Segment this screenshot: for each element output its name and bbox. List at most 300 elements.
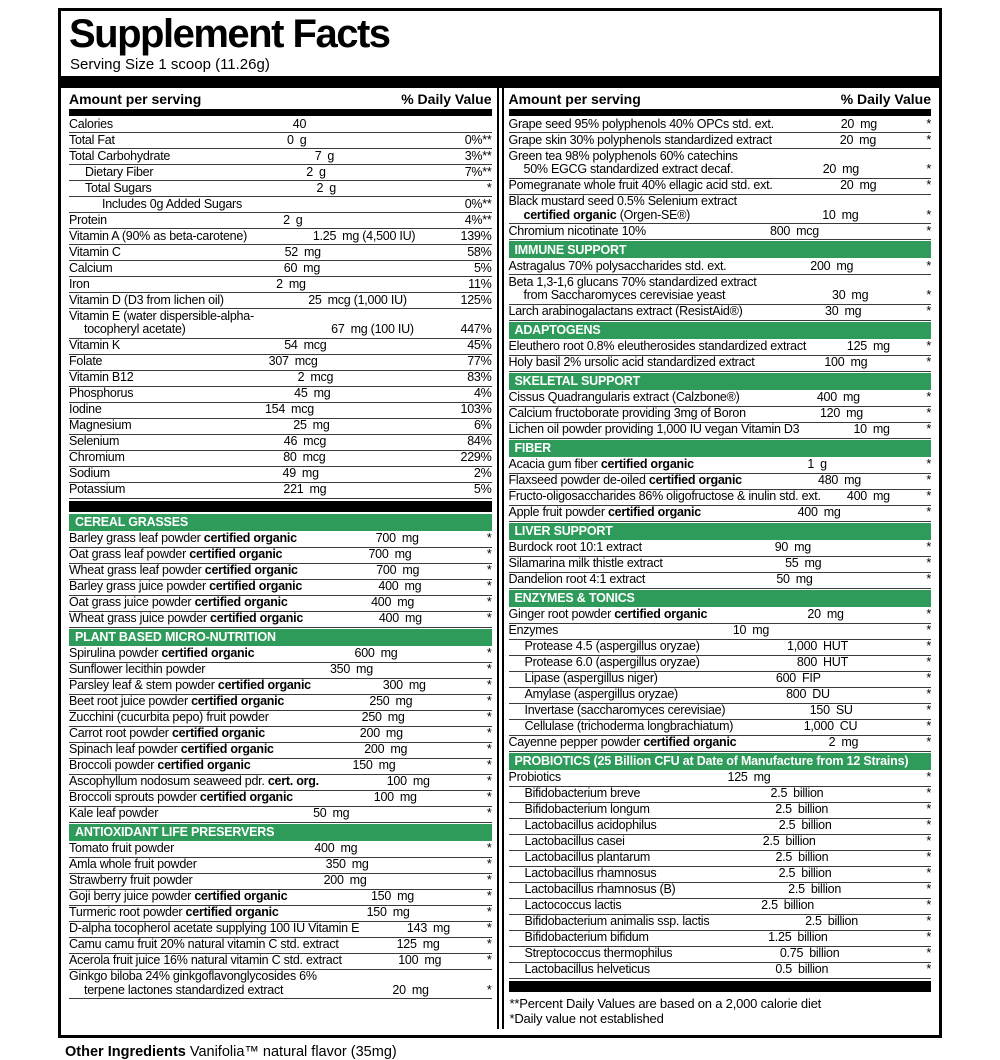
amount-unit: mg: [395, 694, 413, 708]
daily-value: *: [486, 726, 492, 740]
amount-value: 800: [796, 655, 818, 669]
ingredient-name-text: Vitamin C: [69, 244, 121, 259]
amount-value: 800: [786, 687, 807, 701]
ingredient-row: [69, 906, 492, 922]
daily-value: *: [926, 223, 931, 238]
ingredient-name-text: Selenium: [69, 434, 120, 448]
ingredient-name-text: certified organic: [648, 473, 742, 487]
amount-value: 143: [406, 921, 428, 935]
daily-value: *: [486, 841, 492, 855]
ingredient-name-text: Total Carbohydrate: [69, 148, 171, 163]
ingredient-name-text: Amla whole fruit powder: [69, 857, 197, 871]
ingredient-name-text: D-alpha tocopherol acetate supplying 100 IU Vitamin E: [69, 921, 360, 935]
daily-value: *: [926, 687, 932, 701]
ingredient-row: [509, 340, 932, 356]
ingredient-name-text: Zucchini (cucurbita pepo) fruit powder: [69, 710, 269, 724]
amount-value: 150: [366, 905, 387, 919]
section-header: ADAPTOGENS: [509, 322, 932, 339]
amount-unit: mg: [795, 572, 813, 586]
amount-unit: mg: [301, 466, 319, 480]
daily-value: *: [926, 116, 932, 131]
serving-size: Serving Size 1 scoop (11.26g): [70, 56, 270, 73]
daily-value: *: [926, 572, 932, 586]
ingredient-row: [509, 947, 932, 963]
ingredient-name-text: Streptococcus thermophilus: [524, 946, 673, 960]
ingredient-row: [509, 640, 932, 656]
amount-unit: mg: [387, 710, 405, 724]
ingredient-name-text: Ascophyllum nodosum seaweed pdr.: [69, 774, 268, 788]
amount-value: 20: [840, 178, 854, 192]
daily-value: 4%**: [464, 212, 492, 227]
section-header: SKELETAL SUPPORT: [509, 373, 932, 390]
amount-value: 52: [284, 244, 298, 259]
amount-value: 700: [376, 563, 397, 577]
ingredient-name-text: certified organic: [204, 563, 298, 577]
daily-value: *: [486, 758, 492, 772]
amount-unit: mg: [404, 579, 422, 593]
daily-value: *: [926, 914, 932, 928]
ingredient-row: [69, 970, 492, 1000]
amount-unit: billion: [798, 962, 829, 976]
daily-value: *: [926, 719, 931, 733]
divider-bar: [509, 109, 932, 116]
amount-value: 700: [375, 531, 396, 545]
daily-value: *: [486, 982, 492, 997]
amount-value: 20: [807, 607, 821, 621]
ingredient-name-text: tocopheryl acetate): [84, 322, 186, 336]
ingredient-name-text: Turmeric root powder: [69, 905, 186, 919]
daily-value: *: [926, 162, 932, 176]
amount-value: 2: [283, 212, 290, 227]
ingredient-name-text: Calcium fructoborate providing 3mg of Boron: [508, 406, 746, 420]
daily-value: *: [486, 662, 492, 676]
daily-value: 103%: [460, 402, 492, 416]
ingredient-name-text: Spinach leaf powder: [69, 742, 181, 756]
amount-unit: mg: [873, 489, 890, 503]
ingredient-name-text: certified organic: [194, 889, 288, 903]
daily-value: *: [926, 556, 932, 570]
page-title: Supplement Facts: [69, 12, 390, 56]
ingredient-name-text: Vitamin B12: [69, 370, 134, 384]
amount-unit: mg: [836, 258, 854, 273]
daily-value: *: [926, 818, 931, 832]
amount-unit: mg: [851, 288, 869, 302]
ingredient-name-text: Oat grass juice powder: [69, 595, 195, 609]
amount-value: 154: [264, 402, 286, 416]
amount-unit: mg: [392, 905, 410, 919]
amount-value: 100: [398, 953, 419, 967]
ingredient-row: [69, 954, 492, 970]
amount-value: 200: [364, 742, 385, 756]
ingredient-row: [69, 229, 492, 245]
amount-unit: mg: [844, 473, 861, 487]
amount-value: 7: [314, 148, 322, 163]
ingredient-row: [69, 451, 492, 467]
ingredient-name-text: certified organic: [194, 595, 288, 609]
daily-value: *: [926, 834, 932, 848]
ingredient-name-text: Grape skin 30% polyphenols standardized extract: [508, 132, 772, 147]
daily-value: 3%**: [464, 148, 492, 163]
amount-value: 50: [776, 572, 790, 586]
amount-unit: billion: [797, 802, 829, 816]
amount-value: 600: [775, 671, 797, 685]
ingredient-name-text: 50% EGCG standardized extract decaf.: [523, 162, 734, 176]
ingredient-name-text: Lactococcus lactis: [524, 898, 622, 912]
daily-value: 7%**: [464, 164, 492, 179]
ingredient-row: [69, 647, 492, 663]
amount-unit: mg: [385, 726, 403, 740]
amount-unit: billion: [827, 914, 858, 928]
amount-value: 125: [846, 339, 867, 353]
ingredient-row: [69, 532, 492, 548]
ingredient-name-text: certified organic: [209, 579, 303, 593]
ingredient-name-text: Cellulase (trichoderma longbrachiatum): [524, 719, 734, 733]
ingredient-row: [509, 305, 932, 321]
other-ingredients-label: Other Ingredients: [65, 1043, 186, 1060]
ingredient-row: [509, 931, 932, 947]
daily-value: *: [486, 905, 492, 919]
amount-per-serving-label: Amount per serving: [508, 91, 641, 107]
daily-value: 6%: [473, 418, 492, 432]
ingredient-row: [69, 181, 492, 197]
section-header: ANTIOXIDANT LIFE PRESERVERS: [69, 824, 492, 841]
amount-unit: mg: [859, 132, 877, 147]
ingredient-row: [509, 771, 932, 787]
ingredient-name-text: Black mustard seed 0.5% Selenium extract: [508, 194, 737, 208]
amount-value: 125: [396, 937, 417, 951]
amount-value: 1.25: [768, 930, 792, 944]
amount-value: 350: [325, 857, 346, 871]
amount-value: 40: [292, 116, 307, 131]
daily-value: *: [486, 694, 492, 708]
amount-value: 20: [840, 116, 855, 131]
ingredient-row: [69, 371, 492, 387]
daily-value: *: [926, 473, 931, 487]
amount-value: 600: [354, 646, 375, 660]
ingredient-name-text: Acacia gum fiber: [508, 457, 601, 471]
ingredient-row: [509, 883, 932, 899]
ingredient-row: [509, 688, 932, 704]
ingredient-name-text: Lipase (aspergillus niger): [524, 671, 658, 685]
ingredient-name-text: Includes 0g Added Sugars: [102, 196, 242, 211]
amount-unit: CU: [839, 719, 858, 733]
amount-value: 30: [832, 288, 846, 302]
ingredient-row: [69, 922, 492, 938]
ingredient-name-text: Eleuthero root 0.8% eleutherosides standardized extract: [508, 339, 807, 353]
section-header: ENZYMES & TONICS: [509, 590, 932, 607]
daily-value: *: [926, 802, 931, 816]
amount-value: 2.5: [770, 786, 788, 800]
ingredient-row: [509, 672, 932, 688]
ingredient-row: [69, 564, 492, 580]
daily-value: *: [926, 178, 932, 192]
ingredient-name-text: Amylase (aspergillus oryzae): [524, 687, 678, 701]
daily-value: *: [926, 406, 932, 420]
ingredient-name-text: Bifidobacterium breve: [524, 786, 641, 800]
ingredient-row: [509, 787, 932, 803]
ingredient-name-text: Protease 6.0 (aspergillus oryzae): [524, 655, 700, 669]
ingredient-row: [509, 133, 932, 149]
amount-unit: mcg: [796, 223, 819, 238]
ingredient-row: [509, 851, 932, 867]
ingredient-row: [509, 224, 932, 240]
amount-value: 0: [287, 132, 294, 147]
amount-value: 2.5: [778, 818, 796, 832]
daily-value: 0%**: [464, 196, 492, 211]
amount-value: 46: [283, 434, 298, 448]
ingredient-name-text: Bifidobacterium longum: [524, 802, 650, 816]
amount-value: 45: [294, 386, 308, 400]
section-header: LIVER SUPPORT: [509, 523, 932, 540]
daily-value: *: [926, 770, 932, 784]
ingredient-name-text: certified organic: [523, 207, 617, 222]
amount-value: 400: [816, 390, 837, 404]
amount-unit: mcg: [303, 434, 327, 448]
daily-value: *: [486, 678, 492, 692]
amount-value: 120: [819, 406, 841, 420]
amount-value: 300: [382, 678, 403, 692]
amount-value: 1: [807, 457, 815, 471]
ingredient-row: [69, 245, 492, 261]
amount-unit: mg: [288, 276, 306, 291]
ingredient-row: [69, 759, 492, 775]
daily-value: 2%: [473, 466, 492, 480]
amount-value: 100: [373, 790, 394, 804]
amount-value: 2.5: [762, 834, 780, 848]
amount-unit: mg: [402, 563, 420, 577]
daily-value: *: [486, 611, 492, 625]
daily-value: 84%: [467, 434, 492, 448]
daily-value: *: [926, 607, 932, 621]
ingredient-name-text: certified organic: [161, 646, 255, 660]
ingredient-row: [509, 704, 932, 720]
ingredient-name-text: Goji berry juice powder: [69, 889, 195, 903]
ingredient-name-text: Lactobacillus rhamnosus (B): [524, 882, 676, 896]
amount-value: 100: [386, 774, 407, 788]
ingredient-row: [69, 419, 492, 435]
amount-unit: mg: [351, 857, 369, 871]
amount-unit: mg: [433, 921, 450, 935]
right-rows: [509, 117, 932, 979]
daily-value: *: [486, 563, 492, 577]
ingredient-name-text: Bifidobacterium animalis ssp. lactis: [524, 914, 710, 928]
ingredient-row: [69, 435, 492, 451]
ingredient-row: [509, 356, 932, 372]
amount-unit: mg: [313, 386, 331, 400]
ingredient-row: [69, 874, 492, 890]
daily-value: *: [486, 937, 492, 951]
amount-value: 67: [331, 322, 345, 336]
amount-unit: mg: [860, 116, 877, 131]
amount-unit: DU: [812, 687, 830, 701]
ingredient-row: [69, 695, 492, 711]
ingredient-name-text: Vitamin A (90% as beta-carotene): [69, 228, 247, 243]
amount-unit: mg: [823, 505, 841, 519]
ingredient-name-text: Green tea 98% polyphenols 60% catechins: [508, 148, 738, 163]
daily-value: *: [926, 422, 931, 436]
daily-value: *: [926, 930, 932, 944]
ingredient-name-text: Calcium: [69, 260, 113, 275]
amount-value: 2.5: [778, 866, 796, 880]
ingredient-name-text: Calories: [69, 116, 113, 131]
ingredient-row: [69, 743, 492, 759]
amount-value: 25: [308, 292, 322, 307]
amount-value: 1,000: [803, 719, 834, 733]
daily-value-label: % Daily Value: [840, 91, 931, 107]
ingredient-name-text: Spirulina powder: [69, 646, 162, 660]
supplement-facts-panel: [58, 8, 942, 1038]
amount-unit: billion: [797, 930, 828, 944]
amount-unit: mg: [390, 742, 408, 756]
ingredient-row: [509, 541, 932, 557]
daily-value: *: [926, 288, 931, 302]
amount-value: 49: [282, 466, 296, 480]
ingredient-row: [69, 663, 492, 679]
ingredient-name-text: Sodium: [69, 466, 110, 480]
ingredient-name-text: Lactobacillus casei: [524, 834, 625, 848]
ingredient-row: [69, 679, 492, 695]
ingredient-name-text: Probiotics: [508, 770, 561, 784]
daily-value: *: [926, 304, 931, 318]
ingredient-row: [69, 467, 492, 483]
amount-value: 800: [770, 223, 791, 238]
ingredient-row: [509, 195, 932, 225]
amount-value: 2.5: [775, 802, 792, 816]
other-ingredients-text: Vanifolia™ natural flavor (35mg): [189, 1043, 397, 1060]
amount-value: 400: [378, 611, 399, 625]
amount-unit: mg: [332, 806, 350, 820]
daily-value: *: [486, 646, 492, 660]
amount-unit: mg: [404, 611, 422, 625]
amount-unit: HUT: [823, 655, 848, 669]
amount-unit: mg: [844, 304, 862, 318]
amount-unit: mg: [303, 244, 321, 259]
amount-unit: billion: [798, 850, 829, 864]
amount-unit: mg: [412, 774, 430, 788]
daily-value: *: [926, 258, 931, 273]
ingredient-name-text: Chromium: [69, 450, 125, 464]
amount-unit: g: [327, 148, 335, 163]
amount-value: 221: [283, 482, 304, 496]
ingredient-row: [69, 807, 492, 823]
ingredient-name-text: Parsley leaf & stem powder: [69, 678, 218, 692]
divider-bar: [69, 501, 492, 512]
daily-value: *: [486, 547, 492, 561]
amount-value: 200: [810, 258, 831, 273]
amount-unit: mg: [873, 339, 890, 353]
ingredient-name-text: Silamarina milk thistle extract: [508, 556, 663, 570]
ingredient-name-text: Total Fat: [69, 132, 115, 147]
amount-unit: g: [329, 180, 336, 195]
ingredient-name-text: certified organic: [614, 607, 708, 621]
ingredient-name-text: certified organic: [157, 758, 251, 772]
section-header: FIBER: [509, 440, 932, 457]
daily-value: 5%: [473, 260, 492, 275]
ingredient-name-text: Total Sugars: [85, 180, 152, 195]
amount-unit: mg: [422, 937, 440, 951]
amount-value: 10: [853, 422, 867, 436]
ingredient-name-text: Kale leaf powder: [69, 806, 159, 820]
footnote-daily-values: **Percent Daily Values are based on a 2,000 calorie diet: [509, 995, 822, 1011]
ingredient-row: [509, 506, 932, 522]
right-column: [502, 88, 932, 1029]
daily-value: *: [926, 946, 931, 960]
daily-value: *: [486, 531, 492, 545]
ingredient-name-text: Bifidobacterium bifidum: [524, 930, 649, 944]
amount-value: 400: [797, 505, 818, 519]
daily-value: *: [486, 857, 492, 871]
ingredient-row: [69, 548, 492, 564]
columns: [69, 88, 931, 1029]
ingredient-row: [69, 277, 492, 293]
ingredient-name-text: cert. org.: [267, 774, 319, 788]
ingredient-row: [69, 858, 492, 874]
daily-value: *: [486, 579, 492, 593]
daily-value: *: [926, 390, 932, 404]
amount-unit: mg: [397, 889, 414, 903]
amount-unit: billion: [785, 834, 816, 848]
ingredient-row: [509, 963, 932, 979]
ingredient-name-text: certified organic: [171, 726, 265, 740]
amount-value: 30: [825, 304, 839, 318]
amount-unit: billion: [801, 818, 832, 832]
amount-unit: mg: [794, 540, 812, 554]
ingredient-name-text: Lactobacillus helveticus: [524, 962, 650, 976]
amount-unit: mg: [401, 531, 419, 545]
ingredient-name-text: terpene lactones standardized extract: [84, 982, 284, 997]
ingredient-name-text: from Saccharomyces cerevisiae yeast: [523, 288, 726, 302]
ingredient-name-text: certified organic: [189, 547, 283, 561]
amount-value: 2: [316, 180, 324, 195]
amount-value: 10: [822, 207, 836, 222]
daily-value: *: [926, 882, 931, 896]
ingredient-row: [509, 423, 932, 439]
ingredient-name-text: Carrot root powder: [69, 726, 172, 740]
ingredient-name-text: Phosphorus: [69, 386, 134, 400]
amount-unit: mg: [826, 607, 844, 621]
other-ingredients: [51, 1044, 949, 1060]
ingredient-row: [69, 596, 492, 612]
amount-unit: mg: [408, 678, 426, 692]
daily-value: *: [926, 623, 931, 637]
ingredient-row: [509, 624, 932, 640]
amount-value: 100: [824, 355, 845, 369]
ingredient-name-text: Vitamin K: [69, 338, 121, 352]
amount-value: 2: [276, 276, 283, 291]
left-column: [69, 88, 499, 1029]
column-header: [69, 88, 492, 109]
daily-value: *: [926, 866, 932, 880]
daily-value: *: [486, 595, 492, 609]
daily-value: *: [486, 774, 492, 788]
ingredient-row: [69, 775, 492, 791]
ingredient-name-text: Vitamin D (D3 from lichen oil): [69, 292, 224, 307]
amount-value: 700: [368, 547, 389, 561]
amount-value: 1,000: [787, 639, 818, 653]
ingredient-name-text: certified organic: [210, 611, 304, 625]
amount-value: 250: [361, 710, 382, 724]
ingredient-row: [69, 727, 492, 743]
ingredient-row: [69, 149, 492, 165]
ingredient-name-text: Iodine: [69, 402, 102, 416]
daily-value: *: [486, 180, 492, 195]
ingredient-name-text: Flaxseed powder de-oiled: [508, 473, 649, 487]
ingredient-row: [509, 608, 932, 624]
daily-value: 77%: [467, 354, 492, 368]
daily-value: 125%: [460, 292, 492, 307]
amount-unit: mg: [349, 873, 367, 887]
ingredient-name-text: Wheat grass juice powder: [69, 611, 211, 625]
